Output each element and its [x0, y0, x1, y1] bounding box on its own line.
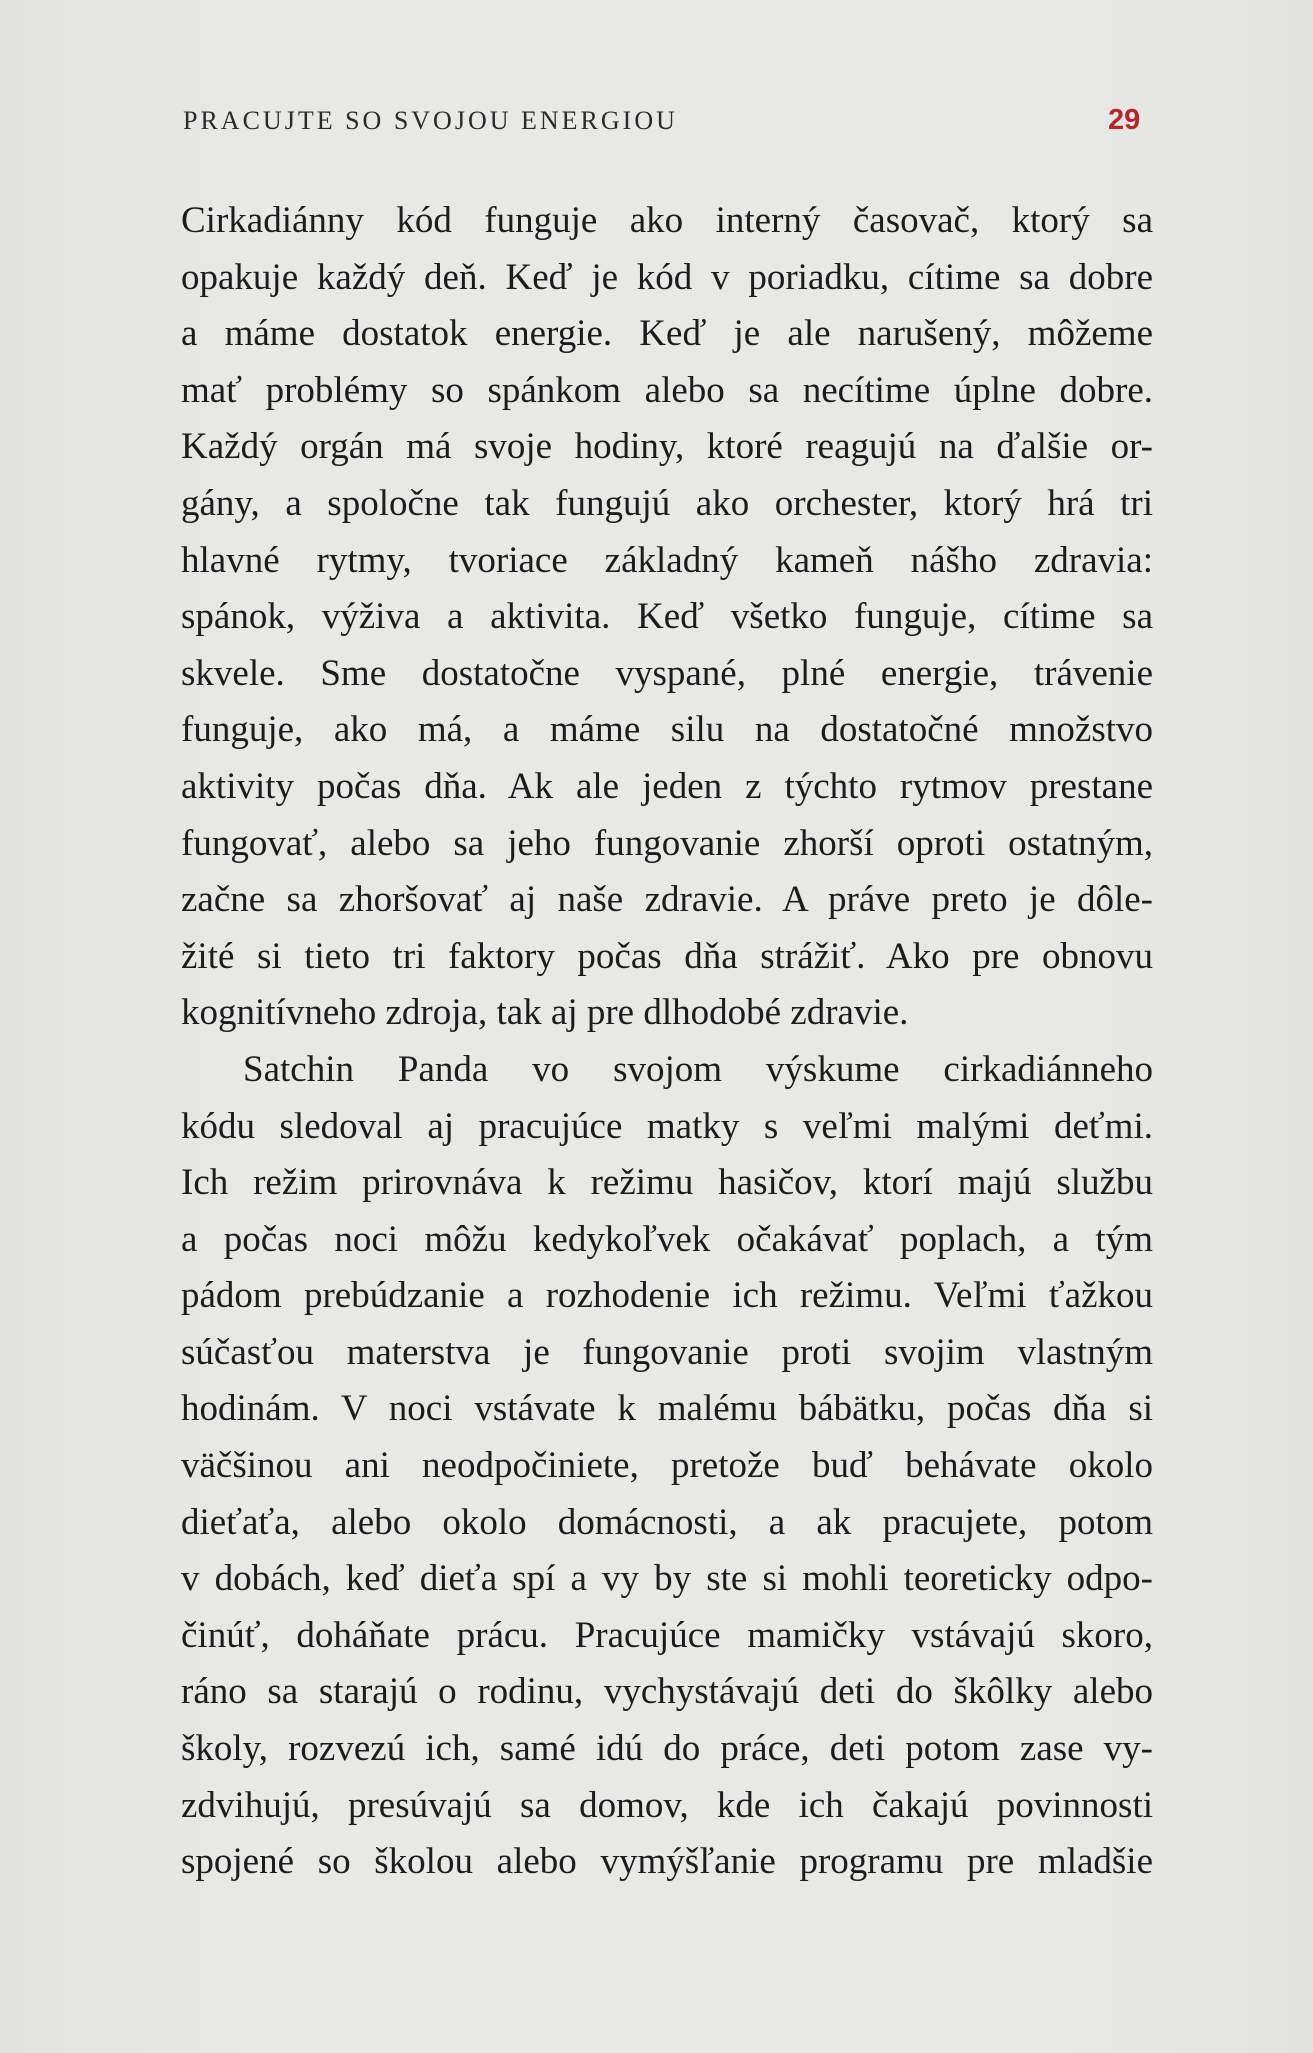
text-line: hlavné rytmy, tvoriace základný kameň nášho zdravia: — [181, 539, 1153, 581]
text-line: skvele. Sme dostatočne vyspané, plné energie, trávenie — [181, 652, 1153, 694]
text-line: Ich režim prirovnáva k režimu hasičov, ktorí majú službu — [181, 1162, 1153, 1204]
text-line: začne sa zhoršovať aj naše zdravie. A práve preto je dôle- — [181, 879, 1153, 921]
text-line: fungovať, alebo sa jeho fungovanie zhorší oproti ostatným, — [181, 822, 1153, 864]
text-line: aktivity počas dňa. Ak ale jeden z týchto rytmov prestane — [181, 765, 1153, 807]
text-line: mať problémy so spánkom alebo sa necítime úplne dobre. — [181, 369, 1153, 411]
text-line: kódu sledoval aj pracujúce matky s veľmi malými deťmi. — [181, 1105, 1153, 1147]
text-line: Satchin Panda vo svojom výskume cirkadiánneho — [243, 1048, 1153, 1090]
text-line: spánok, výživa a aktivita. Keď všetko funguje, cítime sa — [181, 596, 1153, 638]
running-head: PRACUJTE SO SVOJOU ENERGIOU — [183, 106, 678, 135]
text-line: pádom prebúdzanie a rozhodenie ich režimu. Veľmi ťažkou — [181, 1275, 1153, 1317]
text-line: školy, rozvezú ich, samé idú do práce, deti potom zase vy- — [181, 1728, 1153, 1770]
text-line: Každý orgán má svoje hodiny, ktoré reagujú na ďalšie or- — [181, 426, 1153, 468]
body-text — [181, 193, 1153, 1891]
text-line: a počas noci môžu kedykoľvek očakávať poplach, a tým — [181, 1218, 1153, 1260]
text-line: funguje, ako má, a máme silu na dostatočné množstvo — [181, 709, 1153, 751]
text-line: gány, a spoločne tak fungujú ako orchester, ktorý hrá tri — [181, 482, 1153, 524]
text-line: Cirkadiánny kód funguje ako interný časovač, ktorý sa — [181, 200, 1153, 241]
text-line: a máme dostatok energie. Keď je ale narušený, môžeme — [181, 313, 1153, 355]
text-line: hodinám. V noci vstávate k malému bábätku, počas dňa si — [181, 1388, 1153, 1430]
text-line: kognitívneho zdroja, tak aj pre dlhodobé zdravie. — [181, 992, 909, 1034]
text-line: činúť, doháňate prácu. Pracujúce mamičky vstávajú skoro, — [181, 1614, 1153, 1656]
text-line: zdvihujú, presúvajú sa domov, kde ich čakajú povinnosti — [181, 1784, 1153, 1826]
text-line: opakuje každý deň. Keď je kód v poriadku, cítime sa dobre — [181, 256, 1153, 298]
text-line: dieťaťa, alebo okolo domácnosti, a ak pracujete, potom — [181, 1501, 1153, 1543]
page-number: 29 — [1108, 104, 1141, 136]
text-line: v dobách, keď dieťa spí a vy by ste si mohli teoreticky odpo- — [181, 1558, 1153, 1600]
text-line: spojené so školou alebo vymýšľanie programu pre mladšie — [181, 1841, 1153, 1883]
text-line: ráno sa starajú o rodinu, vychystávajú deti do škôlky alebo — [181, 1671, 1153, 1713]
text-line: súčasťou materstva je fungovanie proti svojim vlastným — [181, 1331, 1153, 1373]
text-line: žité si tieto tri faktory počas dňa strážiť. Ako pre obnovu — [181, 935, 1153, 977]
text-line: väčšinou ani neodpočiniete, pretože buď behávate okolo — [181, 1445, 1153, 1487]
